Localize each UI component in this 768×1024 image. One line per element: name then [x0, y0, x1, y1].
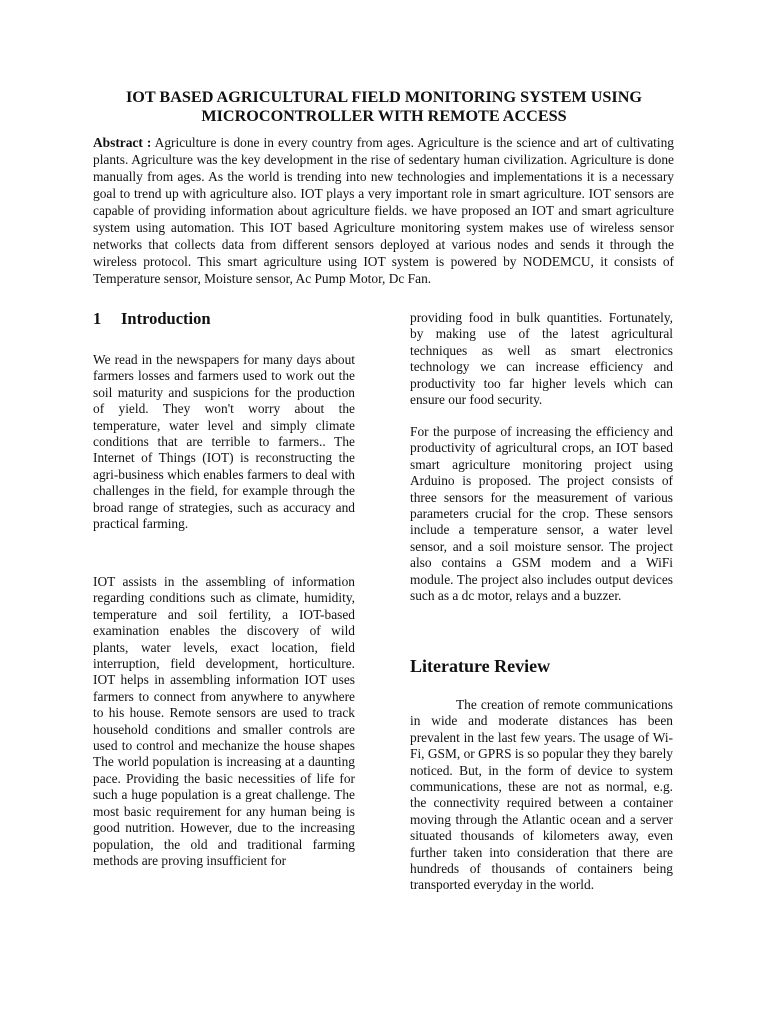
intro-paragraph-1: We read in the newspapers for many days about farmers losses and farmers used to work out the soil maturity and suspicions for the production of yield. They won't worry about the temperature, water level and simply climate conditions that are terrible to farmers.. The Internet of Things (IOT) is reconstructing the agri-business which enables farmers to deal with challenges in the field, for example through the broad range of strategies, such as accuracy and practical farming.: [93, 352, 355, 532]
intro-paragraph-2: IOT assists in the assembling of information regarding conditions such as climate, humidity, temperature and soil fertility, a IOT-based examination enables the discovery of wild plants, water levels, exact location, field interruption, field development, horticulture. IOT helps in assembling information IOT uses farmers to connect from anywhere to anywhere to his house. Remote sensors are used to track household conditions and smaller controls are used to control and mechanize the house shapes The world population is increasing at a daunting pace. Providing the basic necessities of life for such a huge population is a great challenge. The most basic requirement for any human being is good nutrition. However, due to the increasing population, the old and traditional farming methods are proving insufficient for: [93, 574, 355, 868]
section-title: Introduction: [121, 309, 211, 328]
section-heading-literature-review: Literature Review: [410, 656, 551, 676]
abstract-text: Agriculture is done in every country from ages. Agriculture is the science and art of cultivating plants. Agriculture was the key development in the rise of sedentary human civilization. Agriculture is done manually from ages. As the world is trending into new technologies and implementations it is a necessary goal to trend up with agriculture also. IOT plays a very important role in smart agriculture. IOT sensors are capable of providing information about agriculture fields. we have proposed an IOT and smart agriculture system using automation. This IOT based Agriculture monitoring system makes use of wireless sensor networks that collects data from different sensors deployed at various nodes and sends it through the wireless protocol. This smart agriculture using IOT system is powered by NODEMCU, it consists of Temperature sensor, Moisture sensor, Ac Pump Motor, Dc Fan.: [93, 135, 675, 286]
paper-title: [60, 88, 708, 126]
intro-paragraph-4: For the purpose of increasing the efficiency and productivity of agricultural crops, an IOT based smart agriculture monitoring project using Arduino is proposed. The project consists of three sensors for the measurement of various parameters crucial for the crop. These sensors include a temperature sensor, a water level sensor, and a soil moisture sensor. The project also contains a GSM modem and a WiFi module. The project also includes output devices such as a dc motor, relays and a buzzer.: [410, 424, 673, 604]
abstract-label: Abstract :: [93, 135, 152, 150]
literature-paragraph-1: The creation of remote communications in wide and moderate distances has been prevalent in the last few years. The usage of Wi-Fi, GSM, or GPRS is so popular they they barely noticed. But, in the form of device to system communications, these are not as normal, e.g. the connectivity required between a container moving through the Atlantic ocean and a server situated thousands of kilometers away, even further taken into consideration that there are hundreds of thousands of containers being transported everyday in the world.: [410, 697, 673, 893]
section-heading-introduction: [93, 309, 211, 329]
abstract: [93, 134, 674, 287]
title-line-1: IOT BASED AGRICULTURAL FIELD MONITORING SYSTEM USING: [125, 88, 643, 106]
title-line-2: MICROCONTROLLER WITH REMOTE ACCESS: [201, 107, 567, 125]
section-number: 1: [93, 309, 102, 328]
intro-paragraph-3: providing food in bulk quantities. Fortunately, by making use of the latest agricultural techniques as well as smart electronics technology we can increase efficiency and productivity too far higher levels which can ensure our food security.: [410, 310, 673, 408]
